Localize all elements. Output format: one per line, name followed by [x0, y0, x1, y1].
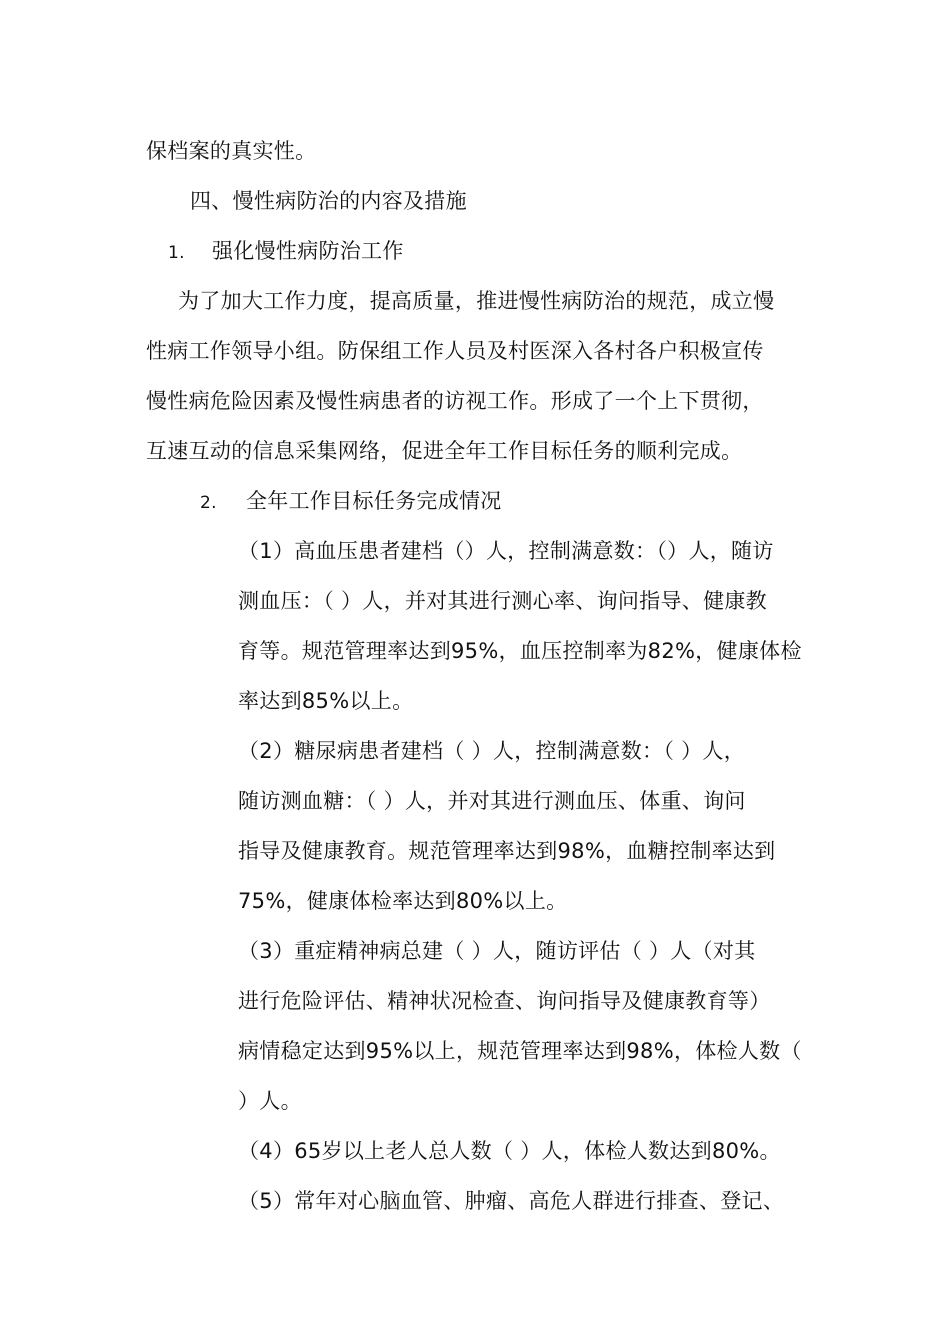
- sub1-line: 率达到85%以上。: [238, 689, 414, 713]
- sub2-line: 75%，健康体检率达到80%以上。: [238, 889, 568, 913]
- sub3-line: ）人。: [238, 1089, 302, 1113]
- sub3-line: （3）重症精神病总建（ ）人，随访评估（ ）人（对其: [238, 939, 756, 963]
- item1-paragraph-line: 性病工作领导小组。防保组工作人员及村医深入各村各户积极宣传: [146, 339, 764, 363]
- sub2-line: （2）糖尿病患者建档（ ）人，控制满意数：（ ）人，: [238, 739, 746, 763]
- sub4-line: （4）65岁以上老人总人数（ ）人，体检人数达到80%。: [238, 1139, 781, 1163]
- sub1-line: 测血压：（ ）人，并对其进行测心率、询问指导、健康教: [238, 589, 767, 613]
- item2-number: [200, 486, 217, 518]
- item2-title: 全年工作目标任务完成情况: [246, 489, 502, 513]
- sub2-line: 指导及健康教育。规范管理率达到98%，血糖控制率达到: [238, 839, 776, 863]
- continuation-text: 保档案的真实性。: [146, 139, 317, 163]
- sub3-line: 病情稳定达到95%以上，规范管理率达到98%，体检人数（: [238, 1039, 802, 1063]
- sub1-line: 育等。规范管理率达到95%，血压控制率为82%，健康体检: [238, 639, 802, 663]
- item1-paragraph-line: 为了加大工作力度，提高质量，推进慢性病防治的规范，成立慢: [178, 289, 775, 313]
- item2-number-text: 2.: [200, 493, 217, 513]
- section-heading: 四、慢性病防治的内容及措施: [190, 189, 467, 213]
- item1-number-text: 1.: [168, 243, 185, 263]
- item1-paragraph-line: 慢性病危险因素及慢性病患者的访视工作。形成了一个上下贯彻，: [146, 389, 764, 413]
- sub1-line: （1）高血压患者建档（）人，控制满意数：（）人，随访: [238, 539, 774, 563]
- item1-paragraph-line: 互速互动的信息采集网络，促进全年工作目标任务的顺利完成。: [146, 439, 743, 463]
- item1-title: 强化慢性病防治工作: [212, 239, 404, 263]
- sub2-line: 随访测血糖：（ ）人，并对其进行测血压、体重、询问: [238, 789, 746, 813]
- sub5-line: （5）常年对心脑血管、肿瘤、高危人群进行排查、登记、: [238, 1189, 785, 1213]
- item1-number: [168, 236, 185, 268]
- sub3-line: 进行危险评估、精神状况检查、询问指导及健康教育等）: [238, 989, 771, 1013]
